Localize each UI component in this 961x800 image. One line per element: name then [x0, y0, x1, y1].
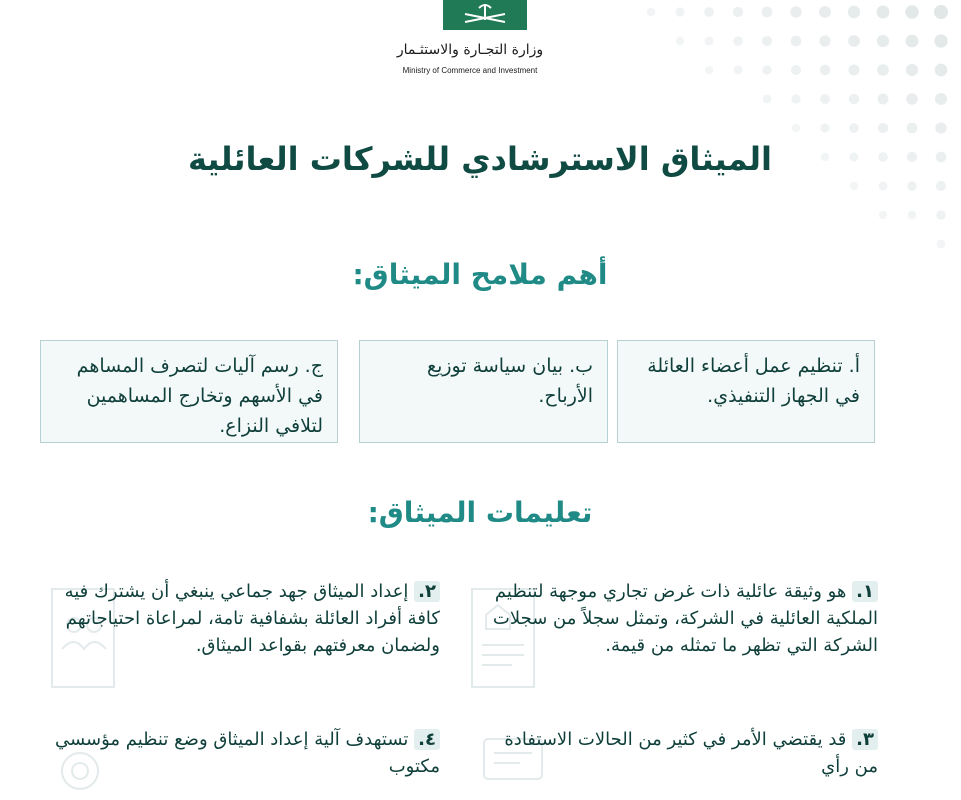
saudi-emblem-icon [443, 0, 527, 30]
feature-box-b: ب. بيان سياسة توزيع الأرباح. [359, 340, 608, 443]
instructions-heading: تعليمات الميثاق: [367, 496, 593, 529]
instruction-1 [480, 578, 878, 659]
instruction-1-text: هو وثيقة عائلية ذات غرض تجاري موجهة لتنظيم الملكية العائلية في الشركة، وتمثل سجلاً من سجلات الشركة التي تظهر ما تمثله من قيمة. [492, 581, 878, 656]
features-heading: أهم ملامح الميثاق: [352, 258, 608, 291]
ministry-name-arabic: وزارة التجـارة والاستثـمار [396, 42, 544, 58]
instruction-2 [40, 578, 440, 659]
instruction-4-number: ٤. [414, 729, 440, 750]
instruction-1-number: ١. [852, 581, 878, 602]
ministry-name-english: Ministry of Commerce and Investment [402, 66, 538, 75]
instruction-4 [40, 726, 440, 780]
feature-box-c: ج. رسم آليات لتصرف المساهم في الأسهم وتخارج المساهمين لتلافي النزاع. [40, 340, 338, 443]
instruction-3-text: قد يقتضي الأمر في كثير من الحالات الاستفادة من رأي [504, 729, 878, 777]
instruction-3-number: ٣. [852, 729, 878, 750]
page-title: الميثاق الاسترشادي للشركات العائلية [187, 140, 772, 178]
instruction-2-text: إعداد الميثاق جهد جماعي ينبغي أن يشترك فيه كافة أفراد العائلة بشفافية تامة، لمراعاة احتياجاتهم ولضمان معرفتهم بقواعد الميثاق. [64, 581, 440, 656]
ministry-logo [0, 0, 961, 85]
feature-box-a: أ. تنظيم عمل أعضاء العائلة في الجهاز التنفيذي. [617, 340, 875, 443]
instruction-3 [480, 726, 878, 780]
instruction-2-number: ٢. [414, 581, 440, 602]
instruction-4-text: تستهدف آلية إعداد الميثاق وضع تنظيم مؤسسي مكتوب [54, 729, 440, 777]
